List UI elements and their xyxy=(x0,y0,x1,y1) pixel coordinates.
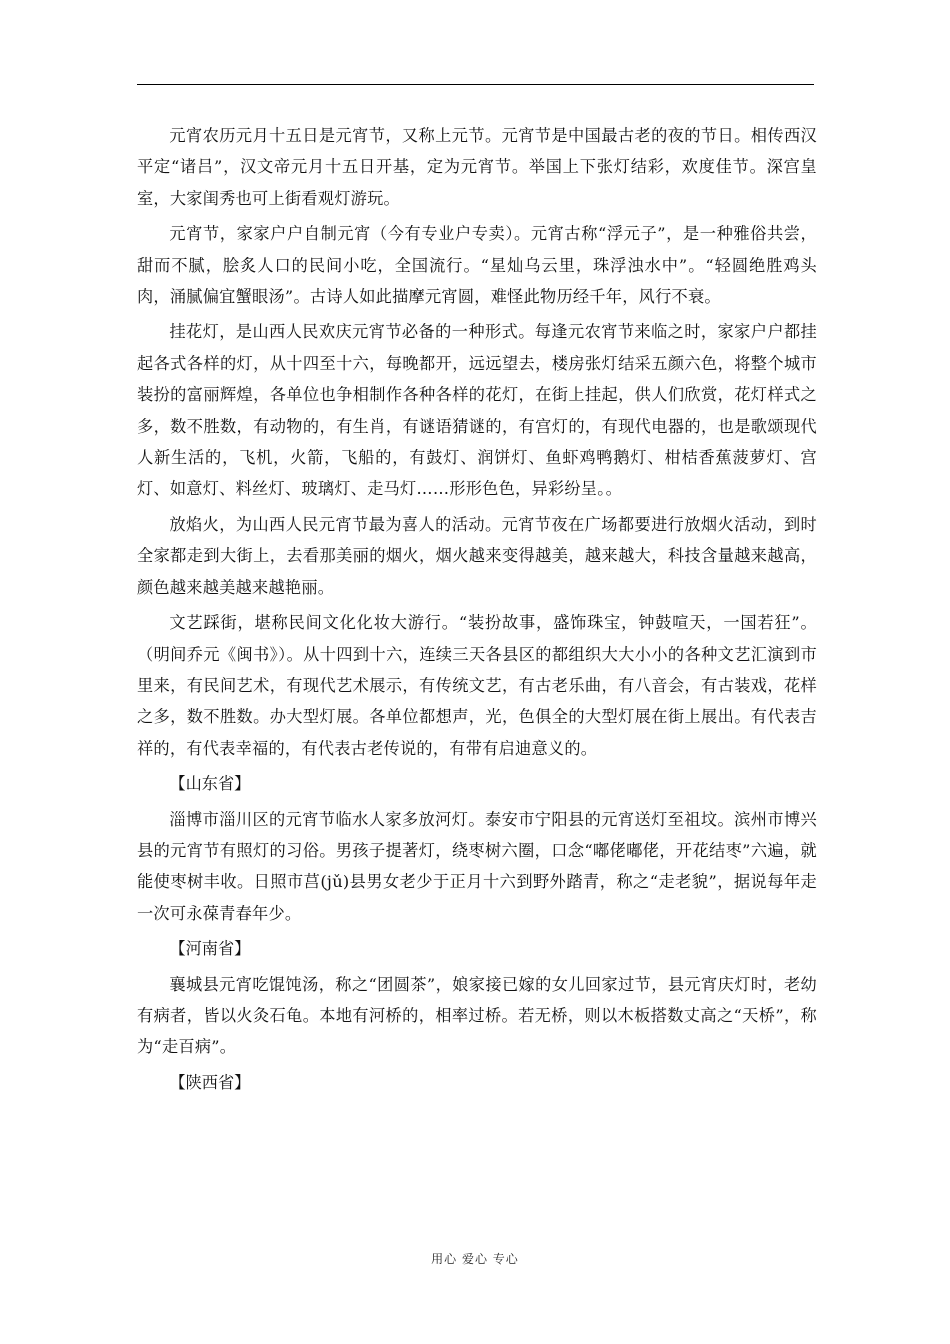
paragraph-yuanxiao-food: 元宵节，家家户户自制元宵（今有专业户专卖）。元宵古称“浮元子”，是一种雅俗共尝，甜而不腻，脍炙人口的民间小吃，全国流行。“星灿乌云里，珠浮浊水中”。“轻圆绝胜鸡头肉，涌腻偏宜蟹眼汤”。古诗人如此描摩元宵圆，难怪此物历经千年，风行不衰。 xyxy=(137,224,817,307)
paragraph-lantern-festival-origin: 元宵农历元月十五日是元宵节，又称上元节。元宵节是中国最古老的夜的节日。相传西汉平定“诸吕”，汉文帝元月十五日开基，定为元宵节。举国上下张灯结彩，欢度佳节。深宫皇室，大家闺秀也可上街看观灯游玩。 xyxy=(137,126,817,208)
page-footer: 用心 爱心 专心 xyxy=(431,1252,519,1266)
paragraph-henan: 襄城县元宵吃馄饨汤，称之“团圆茶”，娘家接已嫁的女儿回家过节，县元宵庆灯时，老幼有病者，皆以火灸石龟。本地有河桥的，相率过桥。若无桥，则以木板搭数丈高之“天桥”，称为“走百病”。 xyxy=(137,974,817,1057)
paragraph-shandong: 淄博市淄川区的元宵节临水人家多放河灯。泰安市宁阳县的元宵送灯至祖坟。滨州市博兴县的元宵节有照灯的习俗。男孩子提著灯，绕枣树六圈，口念“嘟佬嘟佬，开花结枣”六遍，就能使枣树丰收。日照市莒(jǔ)县男女老少于正月十六到野外踏青，称之“走老貌”，据说每年走一次可永葆青春年少。 xyxy=(137,809,817,923)
document-body xyxy=(137,120,817,1102)
paragraph-hanging-lanterns: 挂花灯，是山西人民欢庆元宵节必备的一种形式。每逢元农宵节来临之时，家家户户都挂起各式各样的灯，从十四至十六，每晚都开，远远望去，楼房张灯结采五颜六色，将整个城市装扮的富丽辉煌，各单位也争相制作各种各样的花灯，在街上挂起，供人们欣赏，花灯样式之多，数不胜数，有动物的，有生肖，有谜语猜谜的，有宫灯的，有现代电器的，也是歌颂现代人新生活的，飞机，火箭，飞船的，有鼓灯、润饼灯、鱼虾鸡鸭鹅灯、柑桔香蕉菠萝灯、宫灯、如意灯、料丝灯、玻璃灯、走马灯……形形色色，异彩纷呈。。 xyxy=(137,322,817,499)
paragraph-fireworks: 放焰火，为山西人民元宵节最为喜人的活动。元宵节夜在广场都要进行放烟火活动，到时全家都走到大街上，去看那美丽的烟火，烟火越来变得越美，越来越大，科技含量越来越高，颜色越来越美越来越艳丽。 xyxy=(137,514,817,597)
paragraph-street-parade: 文艺踩街，堪称民间文化化妆大游行。“装扮故事，盛饰珠宝，钟鼓喧天，一国若狂”。（明间乔元《闽书》）。从十四到十六，连续三天各县区的都组织大大小小的各种文艺汇演到市里来，有民间艺术，有现代艺术展示，有传统文艺，有古老乐曲，有八音会，有古装戏，花样之多，数不胜数。办大型灯展。各单位都想声，光，色俱全的大型灯展在街上展出。有代表吉祥的，有代表幸福的，有代表古老传说的，有带有启迪意义的。 xyxy=(137,613,817,758)
section-heading-henan: 【河南省】 xyxy=(169,939,251,959)
header-rule xyxy=(137,84,814,85)
section-heading-shandong: 【山东省】 xyxy=(169,774,251,794)
section-heading-shaanxi: 【陕西省】 xyxy=(169,1072,251,1092)
